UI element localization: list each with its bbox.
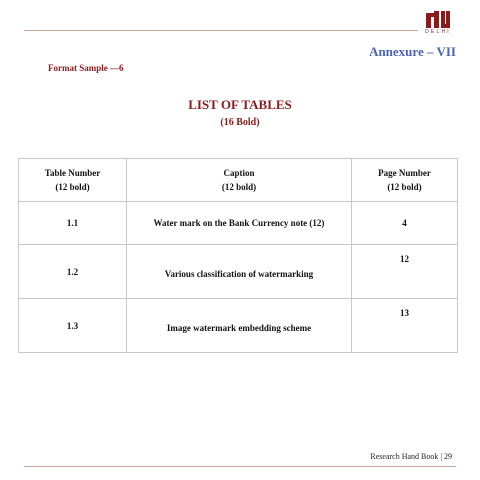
table-row	[19, 245, 458, 299]
cell-table-number: 1.2	[19, 245, 127, 299]
header-rule	[24, 30, 418, 31]
cell-caption: Water mark on the Bank Currency note (12)	[127, 202, 352, 245]
table-row	[19, 202, 458, 245]
page-title: LIST OF TABLES	[188, 97, 292, 112]
footer-rule	[24, 466, 456, 467]
header-caption	[127, 159, 352, 202]
header-line: Page Number	[378, 168, 431, 178]
format-sample-label: Format Sample —6	[48, 63, 124, 73]
header-page-number	[351, 159, 457, 202]
logo-city: DELHI	[425, 29, 451, 35]
header-line: (12 bold)	[55, 182, 90, 192]
table-header-row	[19, 159, 458, 202]
cell-page-number: 13	[351, 299, 457, 353]
list-of-tables	[18, 158, 458, 353]
header-line: Table Number	[44, 168, 101, 178]
page-subtitle: (16 Bold)	[220, 117, 260, 128]
cell-table-number: 1.3	[19, 299, 127, 353]
cell-page-number: 12	[351, 245, 457, 299]
logo-tagline	[422, 6, 454, 9]
cell-table-number: 1.1	[19, 202, 127, 245]
header-table-number	[19, 159, 127, 202]
cell-caption: Image watermark embedding scheme	[127, 299, 352, 353]
cell-caption: Various classification of watermarking	[127, 245, 352, 299]
table-row	[19, 299, 458, 353]
page-footer: Research Hand Book | 29	[370, 452, 452, 461]
header-line: Caption	[223, 168, 255, 178]
header-line: (12 bold)	[387, 182, 422, 192]
header-line: (12 bold)	[221, 182, 257, 192]
cell-page-number: 4	[351, 202, 457, 245]
university-logo	[420, 6, 456, 36]
logo-emblem-icon	[426, 11, 450, 28]
annexure-label: Annexure – VII	[369, 44, 456, 59]
